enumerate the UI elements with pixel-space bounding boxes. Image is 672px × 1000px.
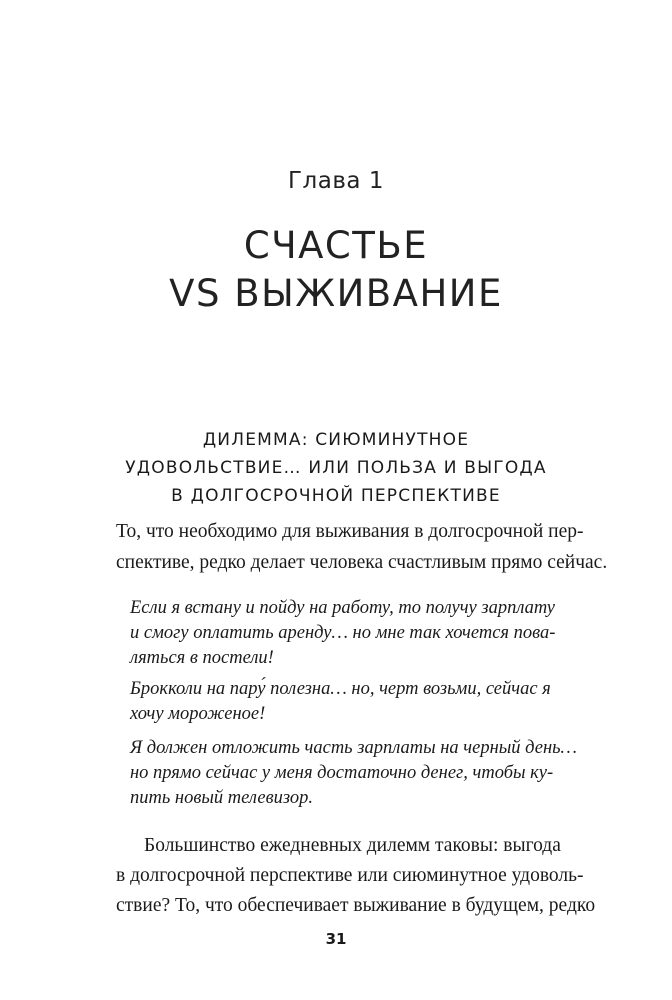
- section-heading-line: ДИЛЕММА: СИЮМИНУТНОЕ: [202, 430, 470, 450]
- chapter-title-line: СЧАСТЬЕ: [243, 224, 429, 267]
- page-number: 31: [325, 930, 347, 948]
- text-line: хочу мороженое!: [130, 704, 266, 724]
- text-line: Большинство ежедневных дилемм таковы: выгода: [144, 835, 561, 856]
- example-quote: [130, 677, 570, 727]
- text-line: пить новый телевизор.: [130, 788, 313, 808]
- chapter-title-line: VS ВЫЖИВАНИЕ: [169, 272, 503, 315]
- text-line: Брокколи на пару́ полезна… но, черт возьми, сейчас я: [130, 679, 551, 699]
- text-line: в долгосрочной перспективе или сиюминутное удоволь-: [116, 865, 584, 886]
- chapter-title: [0, 222, 672, 318]
- chapter-label: Глава 1: [288, 168, 384, 194]
- section-heading-line: УДОВОЛЬСТВИЕ… ИЛИ ПОЛЬЗА И ВЫГОДА: [125, 458, 547, 478]
- text-line: но прямо сейчас у меня достаточно денег, чтобы ку-: [130, 763, 554, 783]
- text-line: и смогу оплатить аренду… но мне так хочется пова-: [130, 623, 556, 643]
- body-paragraph: [116, 831, 596, 921]
- section-heading-line: В ДОЛГОСРОЧНОЙ ПЕРСПЕКТИВЕ: [171, 486, 501, 506]
- example-quote: [130, 596, 570, 671]
- text-line: ляться в постели!: [130, 648, 274, 668]
- text-line: Я должен отложить часть зарплаты на черный день…: [130, 738, 578, 758]
- text-line: То, что необходимо для выживания в долгосрочной пер-: [116, 521, 584, 542]
- text-line: спективе, редко делает человека счастливым прямо сейчас.: [116, 552, 608, 573]
- example-quote: [130, 736, 578, 811]
- text-line: Если я встану и пойду на работу, то получу зарплату: [130, 598, 555, 618]
- section-heading: [0, 426, 672, 510]
- text-line: ствие? То, что обеспечивает выживание в будущем, редко: [116, 895, 596, 916]
- lead-paragraph: [116, 516, 608, 578]
